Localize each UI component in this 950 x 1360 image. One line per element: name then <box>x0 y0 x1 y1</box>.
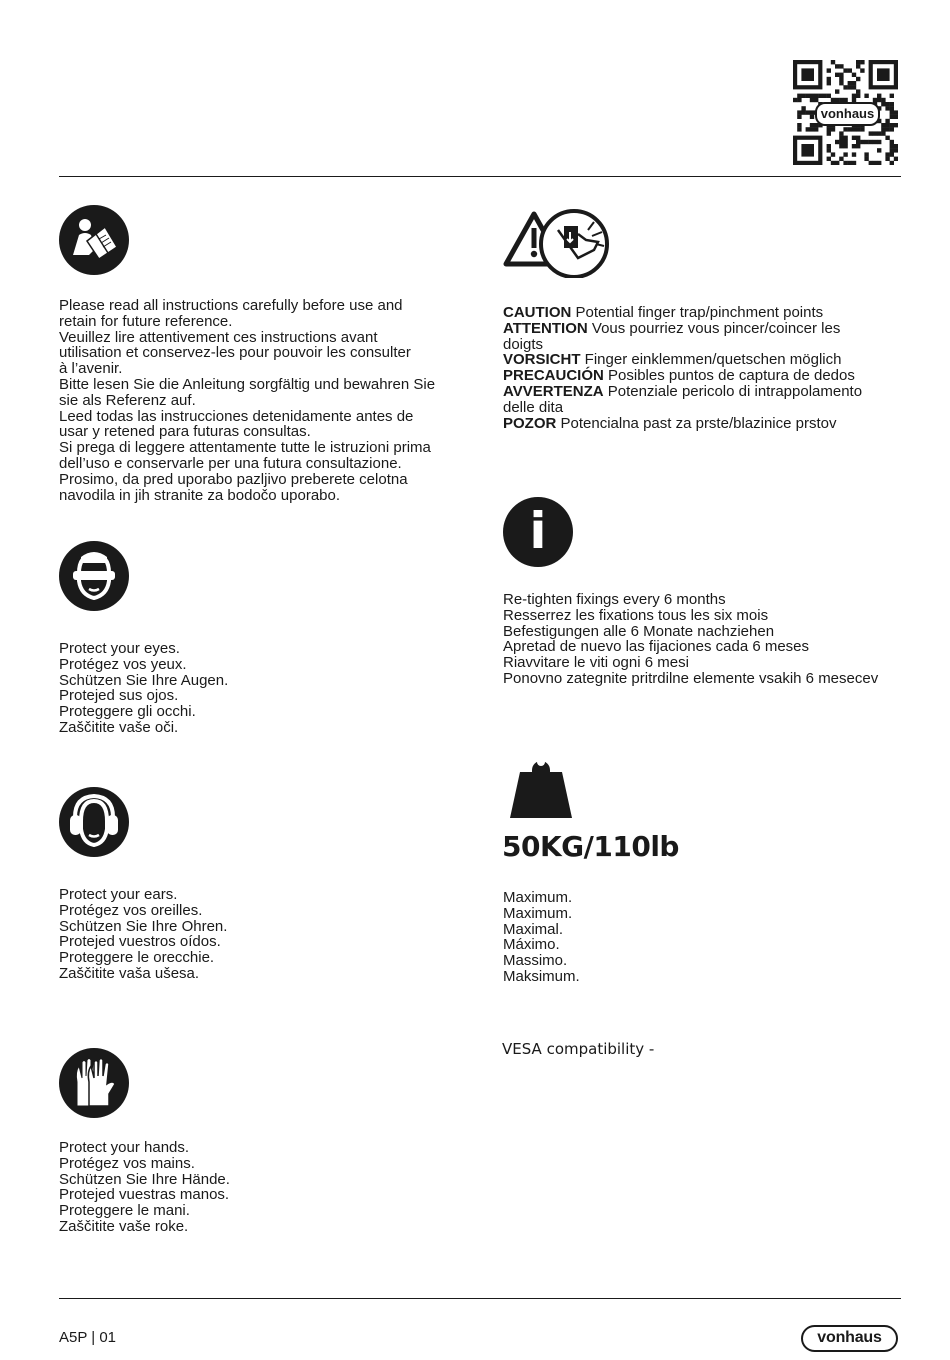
retighten-line: Resserrez les fixations tous les six mois <box>503 606 769 624</box>
read-instructions-line: Please read all instructions carefully before use and <box>59 297 403 314</box>
max-weight-label: 50KG/110lb <box>502 830 679 863</box>
retighten-line: Re-tighten fixings every 6 months <box>503 591 726 608</box>
caution-label: AVVERTENZA <box>503 382 604 400</box>
caution-message: doigts <box>503 335 544 353</box>
read-instructions-line: à l’avenir. <box>59 360 123 378</box>
maximum-line: Massimo. <box>503 952 568 970</box>
read-instructions-line: Leed todas las instrucciones detenidamente antes de <box>59 407 414 425</box>
hands-line: Protejed vuestras manos. <box>59 1186 230 1204</box>
ears-line: Zaščitite vaša ušesa. <box>59 964 200 982</box>
hands-text <box>59 1140 359 1235</box>
eyes-text <box>59 641 359 736</box>
read-instructions-line: dell’uso e conservarle per una futura consultazione. <box>59 454 402 472</box>
read-instructions-line: Si prega di leggere attentamente tutte le istruzioni prima <box>59 439 431 457</box>
hands-line: Protégez vos mains. <box>59 1154 195 1172</box>
retighten-text <box>503 592 913 687</box>
eyes-line: Protejed sus ojos. <box>59 687 179 705</box>
hands-line: Zaščitite vaše roke. <box>59 1217 189 1235</box>
read-instructions-line: navodila in jih stranite za bodočo uporabo. <box>59 486 341 504</box>
caution-message: Posibles puntos de captura de dedos <box>603 367 855 385</box>
caution-label: ATTENTION <box>503 319 588 337</box>
read-manual-icon <box>59 205 129 275</box>
read-instructions-line: utilisation et conservez-les pour pouvoir les consulter <box>59 344 411 362</box>
caution-label: POZOR <box>503 414 557 432</box>
maximum-line: Maximum. <box>503 904 573 922</box>
maximum-line: Maximum. <box>503 889 573 906</box>
vonhaus-logo: vonhaus <box>801 1325 898 1352</box>
maximum-line: Máximo. <box>503 936 560 954</box>
read-instructions-line: Prosimo, da pred uporabo pazljivo preberete celotna <box>59 470 408 488</box>
retighten-line: Ponovno zategnite pritrdilne elemente vsakih 6 mesecev <box>503 669 879 687</box>
read-instructions-text <box>59 298 469 503</box>
eye-protection-icon <box>59 541 129 611</box>
caution-line <box>503 384 903 400</box>
caution-message: Finger einklemmen/quetschen möglich <box>580 351 842 369</box>
weight-icon <box>508 750 574 820</box>
pinch-warning-icon <box>502 206 610 278</box>
eyes-line: Proteggere gli occhi. <box>59 703 196 721</box>
caution-line <box>503 321 903 337</box>
caution-label: PRECAUCIÓN <box>503 367 604 385</box>
caution-message: Potential finger trap/pinchment points <box>571 304 824 321</box>
read-instructions-line: Bitte lesen Sie die Anleitung sorgfältig und bewahren Sie <box>59 375 436 393</box>
ears-line: Schützen Sie Ihre Ohren. <box>59 917 228 935</box>
info-letter: i <box>529 502 547 560</box>
caution-line <box>503 352 903 368</box>
caution-text <box>503 305 903 431</box>
caution-message: Vous pourriez vous pincer/coincer les <box>587 319 841 337</box>
footer-rule <box>59 1298 901 1299</box>
eyes-line: Schützen Sie Ihre Augen. <box>59 671 229 689</box>
caution-label: CAUTION <box>503 304 572 321</box>
maximum-line: Maximal. <box>503 920 564 938</box>
info-icon <box>503 497 573 567</box>
maximum-text <box>503 890 803 985</box>
hands-line: Schützen Sie Ihre Hände. <box>59 1170 230 1188</box>
maximum-line: Maksimum. <box>503 967 580 985</box>
caution-line <box>503 305 903 321</box>
ears-line: Protect your ears. <box>59 886 178 903</box>
retighten-line: Befestigungen alle 6 Monate nachziehen <box>503 622 775 640</box>
retighten-line: Riavvitare le viti ogni 6 mesi <box>503 654 689 672</box>
page-code: A5P | 01 <box>59 1329 116 1346</box>
caution-label: VORSICHT <box>503 351 581 369</box>
hands-line: Protect your hands. <box>59 1139 190 1156</box>
caution-line <box>503 416 903 432</box>
eyes-line: Zaščitite vaše oči. <box>59 718 179 736</box>
ears-line: Proteggere le orecchie. <box>59 949 215 967</box>
read-instructions-line: Veuillez lire attentivement ces instructions avant <box>59 328 378 346</box>
ears-line: Protégez vos oreilles. <box>59 901 203 919</box>
caution-line <box>503 400 903 416</box>
vesa-compatibility: VESA compatibility - <box>502 1040 655 1058</box>
ears-text <box>59 887 359 982</box>
read-instructions-line: retain for future reference. <box>59 312 233 330</box>
caution-message: Potenziale pericolo di intrappolamento <box>603 382 863 400</box>
qr-brand-label: vonhaus <box>815 102 880 126</box>
eyes-line: Protégez vos yeux. <box>59 655 187 673</box>
ears-line: Protejed vuestros oídos. <box>59 933 221 951</box>
header-rule <box>59 176 901 177</box>
hands-line: Proteggere le mani. <box>59 1202 190 1220</box>
hand-protection-icon <box>59 1048 129 1118</box>
caution-line <box>503 368 903 384</box>
read-instructions-line: sie als Referenz auf. <box>59 391 196 409</box>
read-instructions-line: usar y retened para futuras consultas. <box>59 423 311 441</box>
eyes-line: Protect your eyes. <box>59 640 180 657</box>
qr-code <box>793 60 898 165</box>
ear-protection-icon <box>59 787 129 857</box>
caution-line <box>503 337 903 353</box>
caution-message: delle dita <box>503 398 564 416</box>
retighten-line: Apretad de nuevo las fijaciones cada 6 meses <box>503 638 810 656</box>
caution-message: Potencialna past za prste/blazinice prstov <box>556 414 837 432</box>
